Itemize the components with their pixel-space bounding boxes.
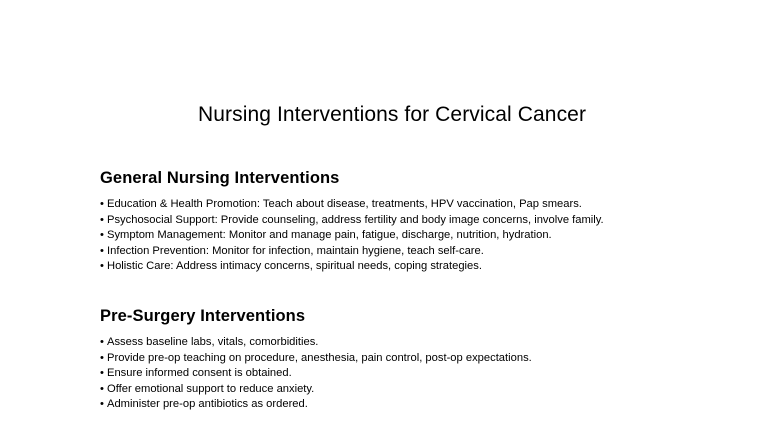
list-item bbox=[100, 335, 740, 351]
list-item-text: Assess baseline labs, vitals, comorbidities. bbox=[107, 336, 319, 348]
bullet-icon: • bbox=[100, 213, 104, 226]
section-pre-surgery bbox=[100, 305, 740, 413]
bullet-icon: • bbox=[100, 198, 104, 210]
list-item bbox=[100, 366, 740, 382]
list-item bbox=[100, 213, 740, 229]
section-general-nursing bbox=[100, 167, 740, 275]
bullet-list bbox=[100, 197, 740, 275]
bullet-icon: • bbox=[100, 382, 104, 395]
list-item-text: Psychosocial Support: Provide counseling, address fertility and body image concerns, involve family. bbox=[107, 213, 604, 226]
list-item bbox=[100, 244, 740, 260]
bullet-icon: • bbox=[100, 336, 104, 348]
list-item bbox=[100, 382, 740, 398]
section-heading: Pre-Surgery Interventions bbox=[100, 307, 306, 325]
list-item bbox=[100, 197, 740, 213]
list-item bbox=[100, 259, 740, 275]
list-item-text: Holistic Care: Address intimacy concerns, spiritual needs, coping strategies. bbox=[107, 260, 482, 272]
bullet-icon: • bbox=[100, 260, 104, 272]
list-item-text: Ensure informed consent is obtained. bbox=[107, 367, 292, 379]
list-item-text: Education & Health Promotion: Teach about disease, treatments, HPV vaccination, Pap smears. bbox=[107, 198, 582, 210]
bullet-icon: • bbox=[100, 367, 104, 379]
section-heading: General Nursing Interventions bbox=[100, 169, 340, 187]
list-item bbox=[100, 397, 740, 413]
list-item-text: Symptom Management: Monitor and manage pain, fatigue, discharge, nutrition, hydration. bbox=[107, 229, 552, 241]
bullet-icon: • bbox=[100, 244, 104, 257]
list-item-text: Offer emotional support to reduce anxiety. bbox=[107, 382, 315, 395]
bullet-icon: • bbox=[100, 351, 104, 364]
list-item-text: Provide pre-op teaching on procedure, anesthesia, pain control, post-op expectations. bbox=[107, 351, 532, 364]
bullet-list bbox=[100, 335, 740, 413]
list-item-text: Infection Prevention: Monitor for infection, maintain hygiene, teach self-care. bbox=[107, 244, 484, 257]
list-item-text: Administer pre-op antibiotics as ordered. bbox=[107, 398, 308, 410]
bullet-icon: • bbox=[100, 398, 104, 410]
list-item bbox=[100, 351, 740, 367]
bullet-icon: • bbox=[100, 229, 104, 241]
list-item bbox=[100, 228, 740, 244]
page-title: Nursing Interventions for Cervical Cancer bbox=[197, 103, 587, 126]
